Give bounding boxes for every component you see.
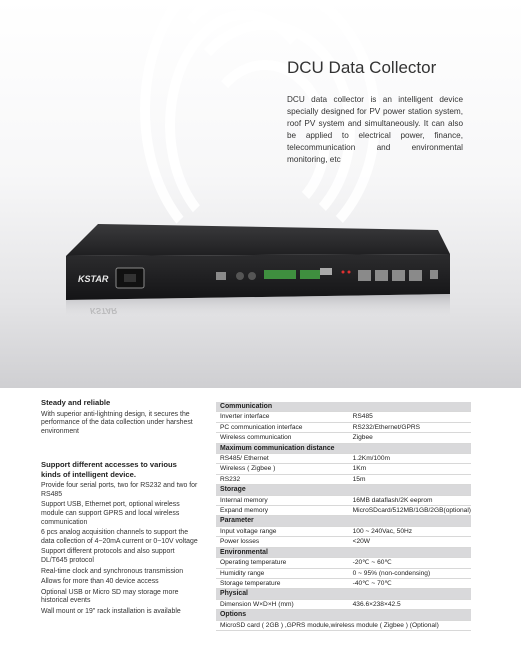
feature-text: Support USB, Ethernet port, optional wireless module can support GPRS and local wireless communication <box>41 501 180 526</box>
spec-row <box>216 454 471 464</box>
spec-label: Power losses <box>216 537 349 547</box>
feature-text: Support different protocols and also support DL/T645 protocol <box>41 548 175 565</box>
feature-block <box>41 398 198 436</box>
spec-row <box>216 620 471 630</box>
terminal-block-icon <box>300 270 320 279</box>
device-top <box>66 224 450 256</box>
ethernet-port-icon <box>216 272 226 280</box>
spec-row <box>216 422 471 432</box>
spec-value: 15m <box>349 474 471 484</box>
spec-label: RS485/ Ethernet <box>216 454 349 464</box>
spec-value: RS485 <box>349 412 471 422</box>
spec-label: Storage temperature <box>216 578 349 588</box>
spec-value: MicroSDcard/512MB/1GB/2GB(optional) <box>349 506 471 516</box>
spec-value: 100 ~ 240Vac, 50Hz <box>349 526 471 536</box>
spec-label: Operating temperature <box>216 558 349 568</box>
spec-section-header: Physical <box>216 589 471 599</box>
spec-section-header: Parameter <box>216 516 471 526</box>
led-icon <box>342 271 345 274</box>
dcu-device-image <box>58 224 458 316</box>
feature-text: Wall mount or 19" rack installation is available <box>41 608 181 615</box>
spec-label: Wireless ( Zigbee ) <box>216 464 349 474</box>
led-icon <box>348 271 351 274</box>
spec-options-text: MicroSD card ( 2GB ) ,GPRS module,wireless module ( Zigbee ) (Optional) <box>216 620 471 630</box>
spec-label: Wireless communication <box>216 433 349 443</box>
spec-row <box>216 537 471 547</box>
feature-text: Allows for more than 40 device access <box>41 578 159 586</box>
spec-section-header: Communication <box>216 402 471 412</box>
spec-value: 1Km <box>349 464 471 474</box>
page-title: DCU Data Collector <box>287 58 437 77</box>
usb-port-icon <box>320 268 332 275</box>
power-socket-pins <box>124 274 136 282</box>
spec-label: Inverter interface <box>216 412 349 422</box>
spec-value: 0 ~ 95% (non-condensing) <box>349 568 471 578</box>
spec-label: Input voltage range <box>216 526 349 536</box>
rj45-port-icon <box>409 270 422 281</box>
rj45-port-icon <box>375 270 388 281</box>
spec-row <box>216 412 471 422</box>
feature-heading: Steady and reliable <box>41 398 111 407</box>
spec-label: Internal memory <box>216 495 349 505</box>
spec-row <box>216 464 471 474</box>
spec-section-header: Options <box>216 610 471 620</box>
spec-row <box>216 433 471 443</box>
spec-label: PC communication interface <box>216 422 349 432</box>
spec-row <box>216 474 471 484</box>
spec-section-header: Storage <box>216 485 471 495</box>
port-icon <box>236 272 244 280</box>
spec-label: Expand memory <box>216 506 349 516</box>
spec-row <box>216 495 471 505</box>
brand-logo-reflection: KSTAR <box>90 306 117 315</box>
feature-text: 6 pcs analog acquisition channels to support the data collection of 4~20mA current or 0~10V voltage <box>41 529 198 545</box>
feature-block <box>41 460 198 616</box>
spec-row <box>216 578 471 588</box>
spec-row <box>216 526 471 536</box>
spec-row <box>216 568 471 578</box>
spec-row <box>216 506 471 516</box>
spec-value: -40℃ ~ 70℃ <box>349 578 471 588</box>
feature-text: Real-time clock and synchronous transmission <box>41 567 184 575</box>
spec-row <box>216 558 471 568</box>
brand-logo: KSTAR <box>78 274 109 284</box>
spec-value: -20℃ ~ 60℃ <box>349 558 471 568</box>
spec-section-header: Environmental <box>216 547 471 557</box>
spec-value: Zigbee <box>349 433 471 443</box>
spec-value: 16MB dataflash/2K eeprom <box>349 495 471 505</box>
feature-text: Provide four serial ports, two for RS232 and two for RS485 <box>41 482 198 498</box>
spec-value: <20W <box>349 537 471 547</box>
terminal-block-icon <box>264 270 296 279</box>
feature-heading: Support different accesses to various kinds of intelligent device. <box>41 460 177 479</box>
intro-text: DCU data collector is an intelligent device specially designed for PV power station system, roof PV system and simultaneously. It can also be applied to electrical power, finance, telecommunication and environmental monitoring, etc <box>287 95 463 164</box>
features-column <box>41 398 198 619</box>
feature-text: With superior anti-lightning design, it secures the performance of the data collection under harshest environment <box>41 410 193 435</box>
spec-label: RS232 <box>216 474 349 484</box>
spec-table <box>216 402 471 631</box>
spec-row <box>216 599 471 609</box>
spec-value: RS232/Ethernet/GPRS <box>349 422 471 432</box>
feature-text: Optional USB or Micro SD may storage more historical events <box>41 588 179 605</box>
spec-value: 436.6×238×42.5 <box>349 599 471 609</box>
port-icon <box>248 272 256 280</box>
port-icon <box>430 270 438 279</box>
rj45-port-icon <box>358 270 371 281</box>
spec-section-header: Maximum communication distance <box>216 443 471 453</box>
rj45-port-icon <box>392 270 405 281</box>
spec-label: Dimension W×D×H (mm) <box>216 599 349 609</box>
spec-label: Humidity range <box>216 568 349 578</box>
spec-value: 1.2Km/100m <box>349 454 471 464</box>
